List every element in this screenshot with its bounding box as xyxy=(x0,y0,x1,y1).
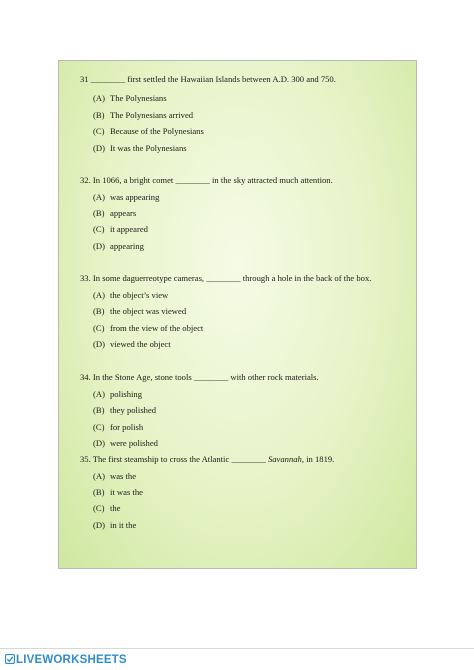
option-c[interactable] xyxy=(93,323,203,333)
question-stem-text: 35. The first steamship to cross the Atlantic ________ xyxy=(80,454,268,464)
option-letter: (B) xyxy=(93,405,105,415)
option-b[interactable] xyxy=(93,306,186,316)
option-letter: (C) xyxy=(93,323,105,333)
option-b[interactable] xyxy=(93,110,193,120)
question-stem: 31 ________ first settled the Hawaiian Islands between A.D. 300 and 750. xyxy=(80,74,336,84)
option-letter: (A) xyxy=(93,192,105,202)
question-stem xyxy=(80,454,334,464)
option-b[interactable] xyxy=(93,208,136,218)
question-stem: 34. In the Stone Age, stone tools ________ with other rock materials. xyxy=(80,372,319,382)
option-text: appearing xyxy=(110,241,144,251)
option-text: appears xyxy=(110,208,137,218)
option-text: they polished xyxy=(110,405,157,415)
option-d[interactable] xyxy=(93,520,136,530)
question-stem: 33. In some daguerreotype cameras, ________ through a hole in the back of the box. xyxy=(80,273,372,283)
worksheet-panel xyxy=(58,60,417,569)
option-a[interactable] xyxy=(93,389,142,399)
option-text: it appeared xyxy=(110,224,148,234)
option-b[interactable] xyxy=(93,487,143,497)
option-text: the xyxy=(110,503,121,513)
option-letter: (A) xyxy=(93,290,105,300)
brand-name: LIVEWORKSHEETS xyxy=(16,654,127,666)
option-letter: (B) xyxy=(93,306,105,316)
option-letter: (D) xyxy=(93,438,105,448)
option-letter: (C) xyxy=(93,126,105,136)
option-d[interactable] xyxy=(93,438,158,448)
option-text: was the xyxy=(110,471,137,481)
option-letter: (C) xyxy=(93,422,105,432)
option-text: The Polynesians xyxy=(110,93,167,103)
option-letter: (B) xyxy=(93,110,105,120)
option-text: in it the xyxy=(110,520,137,530)
liveworksheets-logo-icon xyxy=(5,654,15,664)
option-c[interactable] xyxy=(93,126,204,136)
option-text: was appearing xyxy=(110,192,160,202)
option-d[interactable] xyxy=(93,241,144,251)
option-letter: (A) xyxy=(93,93,105,103)
option-text: Because of the Polynesians xyxy=(110,126,204,136)
option-letter: (C) xyxy=(93,503,105,513)
option-a[interactable] xyxy=(93,471,136,481)
option-a[interactable] xyxy=(93,290,168,300)
question-stem-text: , in 1819. xyxy=(301,454,335,464)
option-text: for polish xyxy=(110,422,144,432)
option-text: the object was viewed xyxy=(110,306,187,316)
option-text: it was the xyxy=(110,487,143,497)
option-text: It was the Polynesians xyxy=(110,143,187,153)
option-letter: (D) xyxy=(93,339,105,349)
option-d[interactable] xyxy=(93,339,171,349)
option-a[interactable] xyxy=(93,93,167,103)
option-text: from the view of the object xyxy=(110,323,204,333)
option-letter: (A) xyxy=(93,471,105,481)
option-c[interactable] xyxy=(93,224,148,234)
option-c[interactable] xyxy=(93,422,143,432)
ship-name: Savannah xyxy=(267,454,302,464)
footer-bar xyxy=(0,648,474,670)
option-letter: (D) xyxy=(93,520,105,530)
option-b[interactable] xyxy=(93,405,156,415)
option-text: viewed the object xyxy=(110,339,171,349)
option-a[interactable] xyxy=(93,192,159,202)
option-letter: (D) xyxy=(93,143,105,153)
option-letter: (C) xyxy=(93,224,105,234)
option-letter: (B) xyxy=(93,208,105,218)
option-d[interactable] xyxy=(93,143,187,153)
option-letter: (B) xyxy=(93,487,105,497)
option-c[interactable] xyxy=(93,503,121,513)
option-text: the object’s view xyxy=(110,290,169,300)
option-text: were polished xyxy=(110,438,158,448)
option-letter: (A) xyxy=(93,389,105,399)
option-letter: (D) xyxy=(93,241,105,251)
question-stem: 32. In 1066, a bright comet ________ in the sky attracted much attention. xyxy=(80,175,333,185)
option-text: polishing xyxy=(110,389,142,399)
option-text: The Polynesians arrived xyxy=(110,110,194,120)
brand-link[interactable] xyxy=(5,654,127,666)
